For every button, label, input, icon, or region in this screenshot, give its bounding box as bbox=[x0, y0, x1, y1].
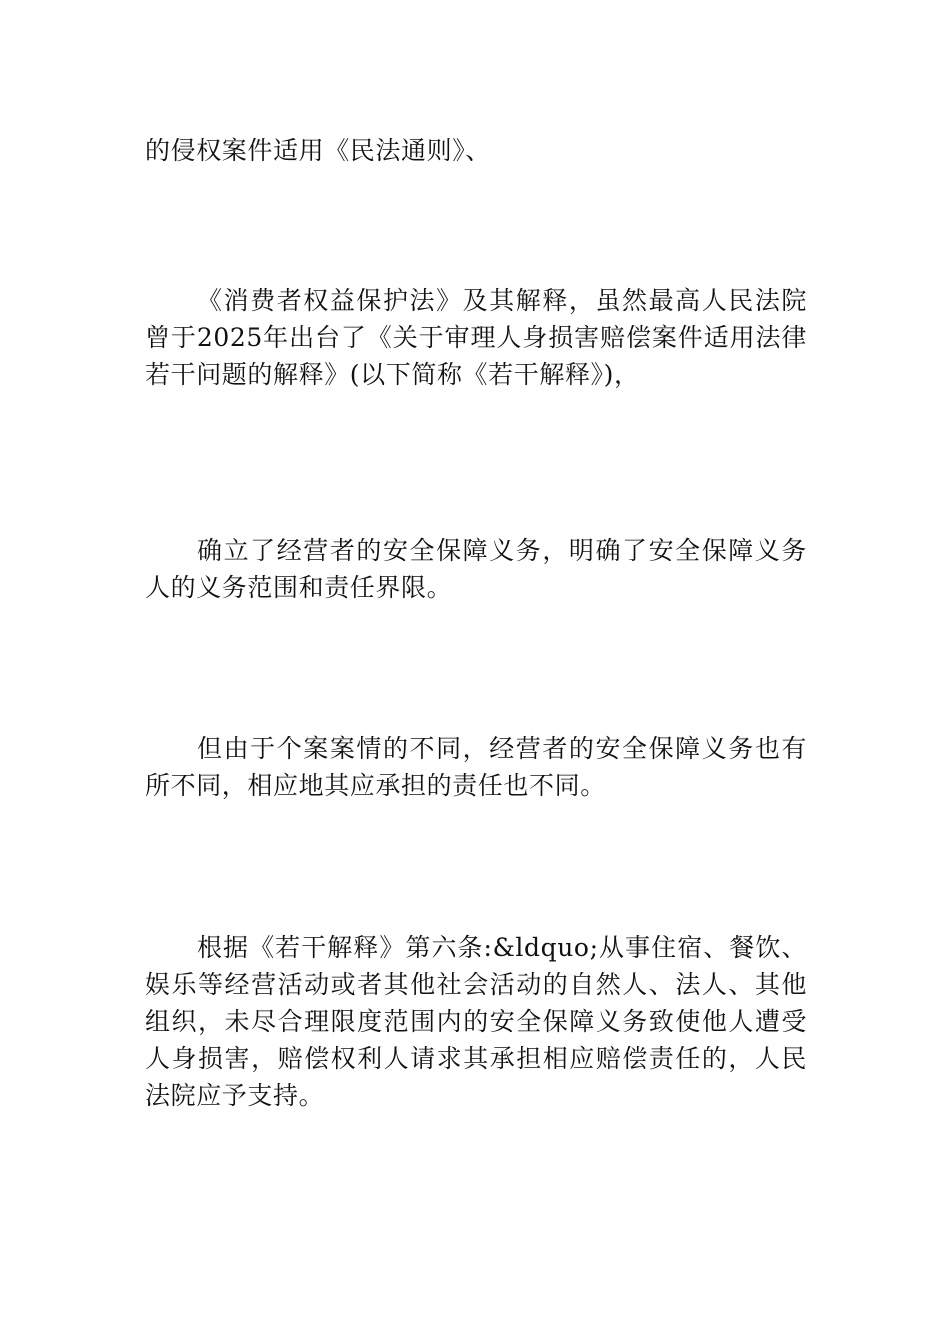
paragraph-3: 确立了经营者的安全保障义务，明确了安全保障义务人的义务范围和责任界限。 bbox=[145, 536, 807, 602]
paragraph-1: 的侵权案件适用《民法通则》、 bbox=[145, 136, 491, 165]
paragraph-2: 《消费者权益保护法》及其解释，虽然最高人民法院曾于2025年出台了《关于审理人身损害赔偿案件适用法律若干问题的解释》(以下简称《若干解释》)， bbox=[145, 286, 807, 389]
paragraph-5: 根据《若干解释》第六条:&ldquo;从事住宿、餐饮、娱乐等经营活动或者其他社会活动的自然人、法人、其他组织，未尽合理限度范围内的安全保障义务致使他人遭受人身损害，赔偿权利人请求其承担相应赔偿责任的，人民法院应予支持。 bbox=[145, 933, 807, 1110]
paragraph-4: 但由于个案案情的不同，经营者的安全保障义务也有所不同，相应地其应承担的责任也不同。 bbox=[145, 734, 807, 800]
